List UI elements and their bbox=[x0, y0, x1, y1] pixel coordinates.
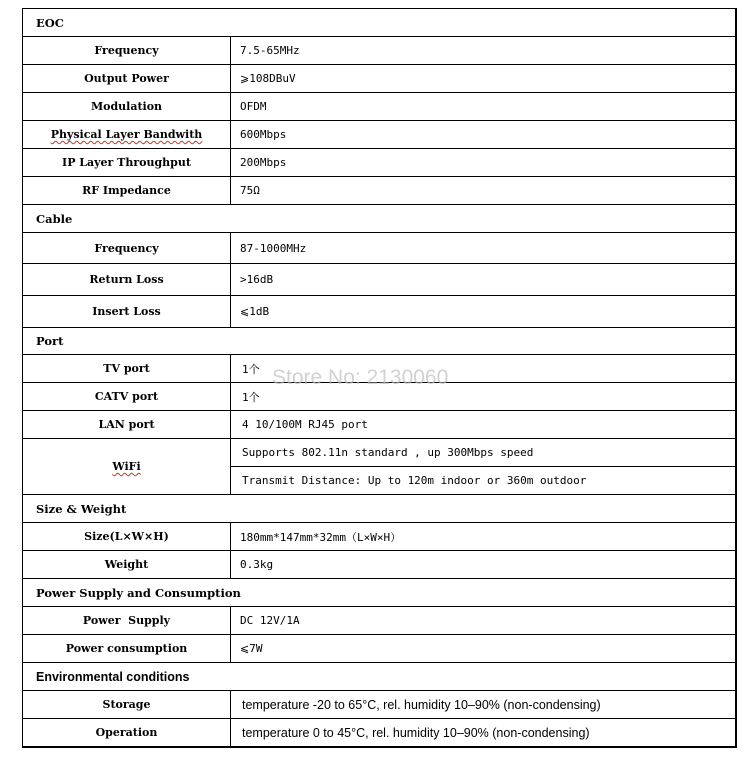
table-row bbox=[23, 148, 735, 176]
table-row bbox=[23, 64, 735, 92]
spec-table bbox=[22, 8, 737, 748]
section-header-environment: Environmental conditions bbox=[23, 662, 735, 690]
table-row-wifi bbox=[23, 438, 735, 494]
row-value: 0.3kg bbox=[240, 558, 274, 571]
row-value: DC 12V/1A bbox=[240, 614, 300, 627]
table-row bbox=[23, 232, 735, 263]
row-value: 200Mbps bbox=[240, 156, 287, 169]
row-label: Size(L×W×H) bbox=[23, 523, 231, 550]
row-value: 600Mbps bbox=[240, 128, 287, 141]
row-label: CATV port bbox=[23, 383, 231, 410]
table-row bbox=[23, 410, 735, 438]
table-row bbox=[23, 634, 735, 662]
table-row bbox=[23, 550, 735, 578]
row-label: Power consumption bbox=[23, 635, 231, 662]
row-label: RF Impedance bbox=[23, 177, 231, 204]
table-row bbox=[23, 120, 735, 148]
row-label: Storage bbox=[23, 691, 231, 718]
row-label: Modulation bbox=[23, 93, 231, 120]
table-row bbox=[23, 263, 735, 295]
row-label bbox=[23, 439, 231, 494]
row-value: 4 10/100M RJ45 port bbox=[242, 418, 368, 431]
row-label: Insert Loss bbox=[23, 296, 231, 327]
wifi-values bbox=[231, 439, 735, 494]
row-label: Frequency bbox=[23, 233, 231, 263]
row-label: IP Layer Throughput bbox=[23, 149, 231, 176]
row-value: 87-1000MHz bbox=[240, 241, 307, 255]
row-label: Frequency bbox=[23, 37, 231, 64]
row-label: LAN port bbox=[23, 411, 231, 438]
section-header-cable: Cable bbox=[23, 204, 735, 232]
row-value: >16dB bbox=[240, 273, 274, 286]
row-value: ⩽7W bbox=[240, 642, 263, 655]
row-label: TV port bbox=[23, 355, 231, 382]
row-label: Weight bbox=[23, 551, 231, 578]
section-header-size-weight: Size & Weight bbox=[23, 494, 735, 522]
section-header-eoc: EOC bbox=[36, 15, 64, 30]
table-row bbox=[23, 718, 735, 746]
row-value: temperature -20 to 65°C, rel. humidity 10–90% (non-condensing) bbox=[242, 697, 601, 712]
row-label: Return Loss bbox=[23, 264, 231, 295]
row-value: 7.5-65MHz bbox=[240, 44, 300, 57]
table-row bbox=[23, 690, 735, 718]
row-label-text: Physical Layer Bandwith bbox=[50, 128, 203, 141]
table-row bbox=[23, 295, 735, 327]
table-row bbox=[23, 354, 735, 382]
row-label: Operation bbox=[23, 719, 231, 746]
row-label: Power Supply bbox=[23, 607, 231, 634]
table-row bbox=[23, 176, 735, 204]
table-row bbox=[23, 36, 735, 64]
row-value: Transmit Distance: Up to 120m indoor or 360m outdoor bbox=[231, 466, 735, 494]
row-value: 1个 bbox=[242, 362, 260, 376]
row-label-text: WiFi bbox=[112, 460, 141, 473]
row-value: temperature 0 to 45°C, rel. humidity 10–90% (non-condensing) bbox=[242, 725, 590, 740]
row-value: ⩾108DBuV bbox=[240, 72, 296, 85]
table-row bbox=[23, 382, 735, 410]
row-value: Supports 802.11n standard , up 300Mbps speed bbox=[242, 446, 534, 459]
table-row bbox=[23, 522, 735, 550]
row-value: OFDM bbox=[240, 100, 267, 113]
row-value: 1个 bbox=[242, 390, 260, 404]
table-row bbox=[23, 606, 735, 634]
section-header-port: Port bbox=[23, 327, 735, 354]
row-value: 75Ω bbox=[240, 184, 260, 197]
row-value: 180mm*147mm*32mm（L×W×H） bbox=[240, 530, 402, 544]
row-label: Output Power bbox=[23, 65, 231, 92]
row-value: ⩽1dB bbox=[240, 305, 270, 318]
row-label bbox=[23, 121, 231, 148]
store-watermark: Store No: 2130060 bbox=[272, 366, 449, 389]
table-row bbox=[23, 92, 735, 120]
section-header-power: Power Supply and Consumption bbox=[23, 578, 735, 606]
